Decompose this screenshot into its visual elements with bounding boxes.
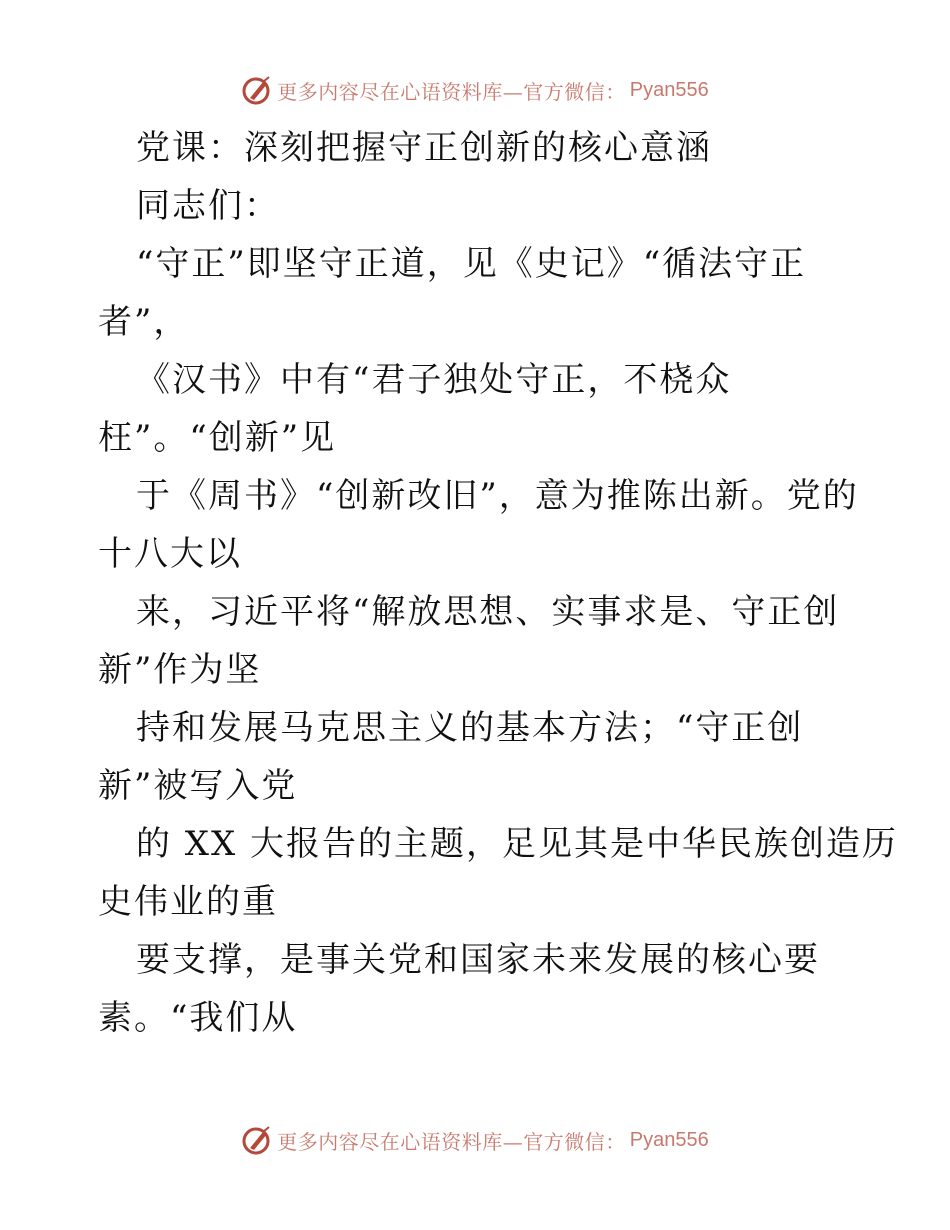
paragraph-line: “守正”即坚守正道，见《史记》“循法守正	[136, 244, 807, 284]
pen-logo-icon	[241, 1124, 273, 1156]
header-banner	[0, 70, 950, 110]
paragraph-line: 十八大以	[98, 534, 242, 574]
paragraph-line: 新”作为坚	[98, 650, 262, 690]
pen-logo-icon	[241, 74, 273, 106]
paragraph-line: 史伟业的重	[98, 882, 278, 922]
paragraph-line: 要支撑，是事关党和国家未来发展的核心要	[136, 940, 820, 980]
banner-wechat-id: Pyan556	[629, 1128, 709, 1151]
paragraph-line: 素。“我们从	[98, 998, 298, 1038]
banner-text: 更多内容尽在心语资料库—官方微信：	[277, 79, 626, 104]
document-title: 党课：深刻把握守正创新的核心意涵	[136, 128, 712, 168]
paragraph-line: 的 XX 大报告的主题，足见其是中华民族创造历	[136, 824, 899, 864]
footer-banner	[0, 1120, 950, 1160]
paragraph-line: 者”，	[98, 302, 190, 342]
paragraph-line: 《汉书》中有“君子独处守正，不桡众	[136, 360, 732, 400]
paragraph-line: 新”被写入党	[98, 766, 298, 806]
banner-wechat-id: Pyan556	[629, 78, 709, 101]
paragraph-line: 持和发展马克思主义的基本方法；“守正创	[136, 708, 804, 748]
banner-text: 更多内容尽在心语资料库—官方微信：	[277, 1129, 626, 1154]
salutation: 同志们：	[136, 186, 280, 226]
paragraph-line: 枉”。“创新”见	[98, 418, 337, 458]
paragraph-line: 于《周书》“创新改旧”，意为推陈出新。党的	[136, 476, 859, 516]
paragraph-line: 来，习近平将“解放思想、实事求是、守正创	[136, 592, 840, 632]
